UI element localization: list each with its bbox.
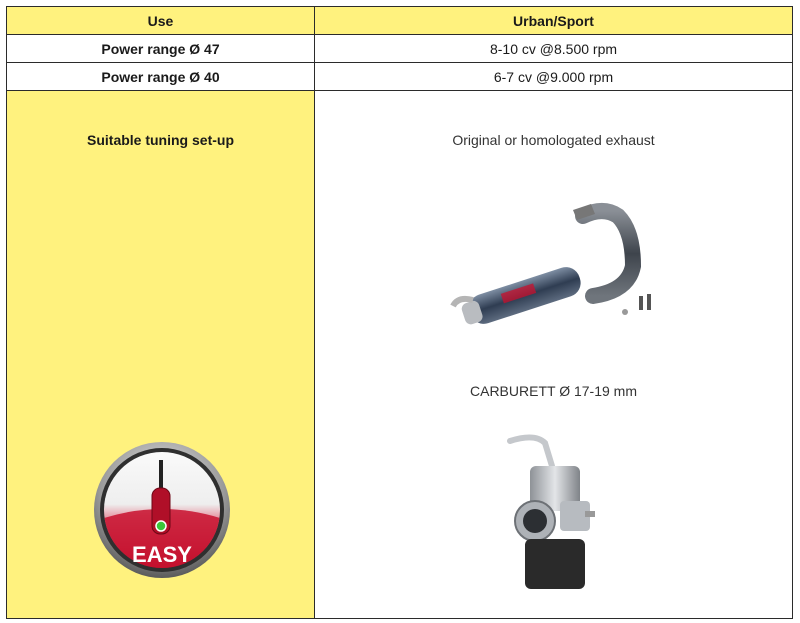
easy-badge-text: EASY xyxy=(132,542,192,567)
table-row xyxy=(7,35,792,63)
tuning-setup-details-cell xyxy=(315,91,792,618)
power-range-47-value: 8-10 cv @8.500 rpm xyxy=(315,35,792,62)
power-range-40-label: Power range Ø 40 xyxy=(7,63,315,90)
tuning-setup-label: Suitable tuning set-up xyxy=(87,132,234,148)
exhaust-pipe-image-icon xyxy=(443,196,673,336)
easy-difficulty-badge-icon xyxy=(92,440,232,580)
table-header-row xyxy=(7,7,792,35)
carburettor-image-icon xyxy=(490,431,610,601)
use-header-cell: Use xyxy=(7,7,315,34)
exhaust-description: Original or homologated exhaust xyxy=(452,132,655,148)
power-range-47-label: Power range Ø 47 xyxy=(7,35,315,62)
carburettor-description: CARBURETT Ø 17-19 mm xyxy=(470,383,637,399)
tuning-setup-cell xyxy=(7,91,315,618)
table-row xyxy=(7,63,792,91)
power-range-40-value: 6-7 cv @9.000 rpm xyxy=(315,63,792,90)
use-value-cell: Urban/Sport xyxy=(315,7,792,34)
spec-table xyxy=(6,6,793,619)
tuning-setup-row xyxy=(7,91,792,618)
